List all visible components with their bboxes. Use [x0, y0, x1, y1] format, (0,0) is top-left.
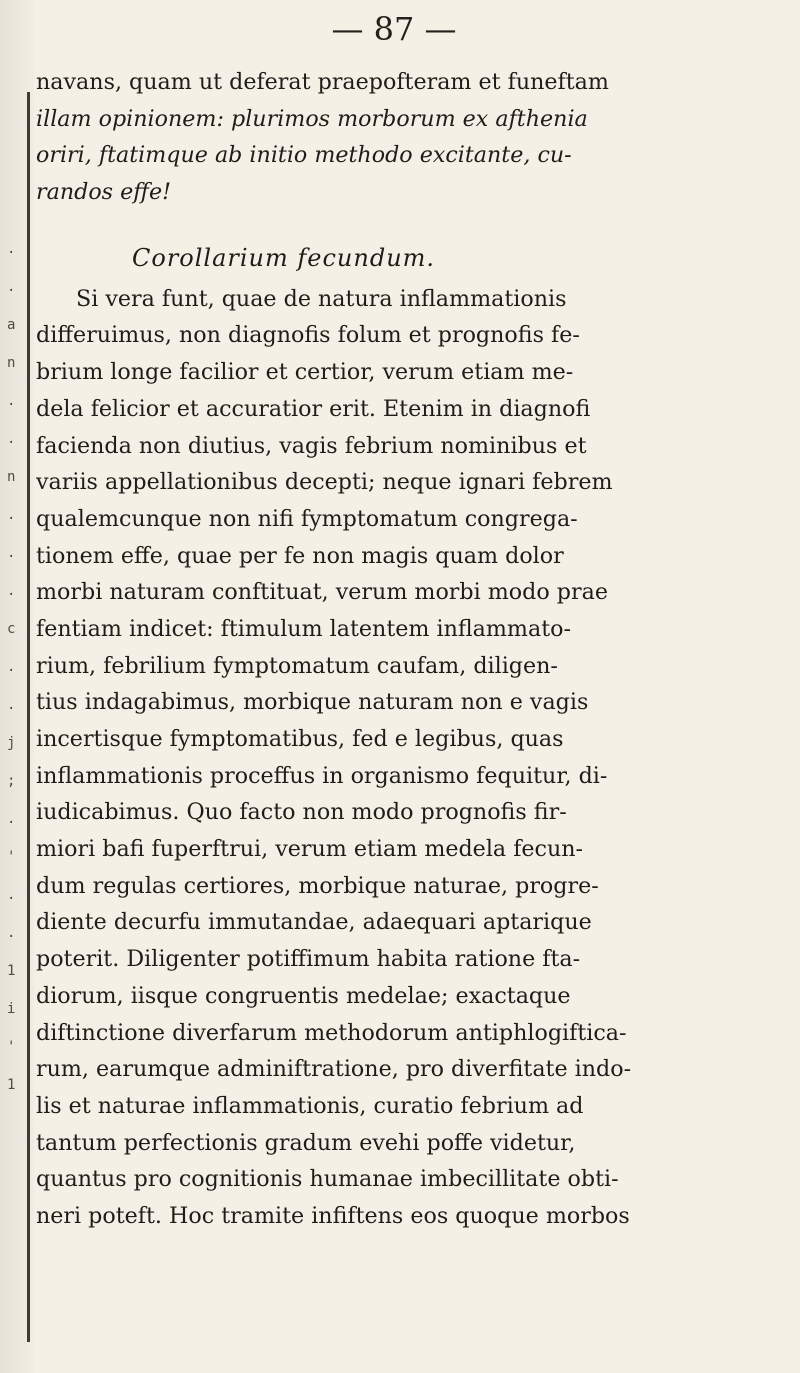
paragraph-1-line: oriri, ftatimque ab initio methodo excitante, cu-	[36, 142, 572, 169]
paragraph-2-line: brium longe facilior et certior, verum etiam me-	[36, 359, 574, 386]
margin-mark: i	[7, 1001, 16, 1017]
paragraph-2-line: rum, earumque adminiftratione, pro diverfitate indo-	[36, 1056, 632, 1083]
paragraph-2-line: inflammationis proceffus in organismo fequitur, di-	[36, 762, 608, 789]
paragraph-2-line: diorum, iisque congruentis medelae; exactaque	[36, 982, 571, 1009]
corollary-heading: Corollarium fecundum.	[132, 243, 436, 272]
paragraph-2-line: dela felicior et accuratior erit. Etenim in diagnofi	[36, 395, 591, 422]
margin-mark: '	[7, 1039, 16, 1055]
margin-mark: .	[7, 279, 16, 295]
margin-mark: n	[7, 355, 16, 371]
paragraph-2-line: lis et naturae inflammationis, curatio febrium ad	[36, 1092, 584, 1119]
margin-mark: n	[7, 469, 16, 485]
margin-mark: 1	[7, 1077, 16, 1093]
margin-mark: ;	[7, 773, 16, 789]
paragraph-2-line: variis appellationibus decepti; neque ignari febrem	[36, 469, 613, 496]
margin-mark: j	[7, 735, 16, 751]
margin-mark: c	[7, 621, 16, 637]
paragraph-1-line: randos effe!	[36, 179, 172, 206]
paragraph-2-line: poterit. Diligenter potiffimum habita ratione fta-	[36, 946, 581, 973]
page-number: — 87 —	[331, 10, 457, 48]
margin-mark: .	[7, 507, 16, 523]
margin-mark: .	[7, 241, 16, 257]
paragraph-2-line: differuimus, non diagnofis folum et prognofis fe-	[36, 322, 580, 349]
paragraph-2-line: neri poteft. Hoc tramite infiftens eos quoque morbos	[36, 1202, 630, 1229]
paragraph-2-line: iudicabimus. Quo facto non modo prognofis fir-	[36, 799, 567, 826]
paragraph-2-line: incertisque fymptomatibus, fed e legibus, quas	[36, 726, 564, 752]
margin-mark: .	[7, 811, 16, 827]
margin-mark: .	[7, 545, 16, 561]
paragraph-2-line: fentiam indicet: ftimulum latentem inflammato-	[36, 615, 571, 642]
paragraph-2-line: diente decurfu immutandae, adaequari aptarique	[36, 909, 592, 936]
paragraph-2-line: quantus pro cognitionis humanae imbecillitate obti-	[36, 1166, 619, 1193]
margin-marks	[7, 230, 19, 1093]
margin-mark: '	[7, 849, 16, 865]
margin-mark: 1	[7, 963, 16, 979]
paragraph-2-line: rium, febrilium fymptomatum caufam, diligen-	[36, 652, 558, 679]
paragraph-2-line: morbi naturam conftituat, verum morbi modo prae	[36, 579, 608, 606]
paragraph-2-line: diftinctione diverfarum methodorum antiphlogiftica-	[36, 1019, 627, 1046]
paragraph-1-line: navans, quam ut deferat praepofteram et funeftam	[36, 69, 609, 95]
margin-mark: .	[7, 887, 16, 903]
paragraph-2-line: dum regulas certiores, morbique naturae, progre-	[36, 872, 599, 899]
margin-mark: .	[7, 583, 16, 599]
margin-mark: .	[7, 925, 16, 941]
paragraph-2-line: tius indagabimus, morbique naturam non e vagis	[36, 689, 589, 716]
margin-mark: .	[7, 659, 16, 675]
paragraph-2-line: tantum perfectionis gradum evehi poffe videtur,	[36, 1129, 576, 1156]
margin-mark: .	[7, 393, 16, 409]
margin-mark: .	[7, 697, 16, 713]
spine-line	[27, 92, 30, 1342]
margin-mark: a	[7, 317, 16, 333]
paragraph-2-line: facienda non diutius, vagis febrium nominibus et	[36, 432, 587, 459]
paragraph-2-line: tionem effe, quae per fe non magis quam dolor	[36, 542, 564, 569]
paragraph-1-line: illam opinionem: plurimos morborum ex afthenia	[36, 105, 588, 132]
paragraph-2-line: miori bafi fuperftrui, verum etiam medela fecun-	[36, 836, 584, 863]
paragraph-2-line: Si vera funt, quae de natura inflammationis	[76, 285, 567, 312]
main-text	[36, 64, 774, 1235]
margin-mark: .	[7, 431, 16, 447]
blank-lower-page	[36, 1140, 774, 1340]
paragraph-2-line: qualemcunque non nifi fymptomatum congrega-	[36, 505, 578, 532]
